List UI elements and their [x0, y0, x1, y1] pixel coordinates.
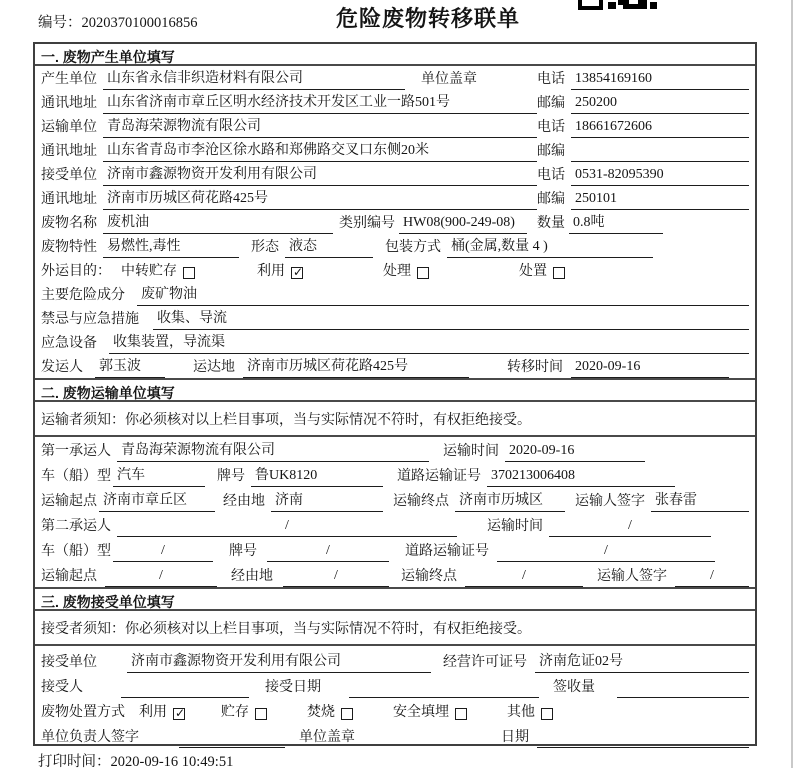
receiver-field: 济南市鑫源物资开发利用有限公司 [103, 165, 537, 186]
form-label: 形态 [251, 240, 279, 255]
section1-title: 一. 废物产生单位填写 [35, 44, 755, 66]
row-waste-character [35, 234, 755, 258]
addr1-label: 通讯地址 [41, 96, 97, 111]
row-receiver-address [35, 186, 755, 210]
phone3-field: 0531-82095390 [571, 165, 749, 186]
received-qty-label: 签收量 [553, 680, 595, 695]
zip1-field: 250200 [571, 93, 749, 114]
taboo-label: 禁忌与应急措施 [41, 312, 139, 327]
row-receiver [35, 162, 755, 186]
sign2-label: 运输人签字 [597, 569, 667, 584]
row-emergency-equipment [35, 330, 755, 354]
disposal-landfill-label: 安全填埋 [393, 705, 449, 720]
phone2-label: 电话 [537, 120, 565, 135]
via1-label: 经由地 [223, 494, 265, 509]
end2-label: 运输终点 [401, 569, 457, 584]
form-field: 液态 [285, 237, 373, 258]
row-producer-address [35, 90, 755, 114]
permit1-field: 370213006408 [487, 466, 675, 487]
category-field: HW08(900-249-08) [399, 213, 527, 234]
consignor-field: 郭玉波 [95, 357, 165, 378]
vehicle1-field: 汽车 [113, 466, 205, 487]
waste-name-field: 废机油 [103, 213, 333, 234]
row-transfer-purpose [35, 258, 755, 282]
permit2-label: 道路运输证号 [405, 544, 489, 559]
phone1-field: 13854169160 [571, 69, 749, 90]
time2-field: / [549, 516, 711, 537]
purpose-treat-checkbox [417, 267, 429, 279]
origin2-label: 运输起点 [41, 569, 97, 584]
acceptor-field [121, 697, 249, 698]
unit-seal-label: 单位盖章 [299, 730, 355, 745]
chief-sign-label: 单位负责人签字 [41, 730, 139, 745]
transporter-label: 运输单位 [41, 120, 97, 135]
carrier2-label: 第二承运人 [41, 519, 111, 534]
row-hazard-component [35, 282, 755, 306]
document-header [0, 0, 796, 42]
vehicle1-label: 车（船）型 [41, 469, 111, 484]
end1-field: 济南市历城区 [455, 491, 565, 512]
end2-field: / [465, 566, 583, 587]
print-time-label: 打印时间： [38, 754, 111, 768]
disposal-other-checkbox [541, 708, 553, 720]
vehicle2-label: 车（船）型 [41, 544, 111, 559]
character-label: 废物特性 [41, 240, 97, 255]
zip3-label: 邮编 [537, 192, 565, 207]
row-disposal-method [35, 698, 755, 723]
disposal-landfill-checkbox [455, 708, 467, 720]
page-edge-line [791, 0, 793, 768]
permit1-label: 道路运输证号 [397, 469, 481, 484]
seal-label: 单位盖章 [421, 72, 477, 87]
row-route2 [35, 562, 755, 587]
receiver-label: 接受单位 [41, 168, 97, 183]
addr3-label: 通讯地址 [41, 192, 97, 207]
row-accept-unit [35, 646, 755, 673]
print-time-value: 2020-09-16 10:49:51 [110, 754, 234, 768]
purpose-option-storage-label: 中转贮存 [121, 264, 177, 279]
carrier1-label: 第一承运人 [41, 444, 111, 459]
quantity-field: 0.8吨 [569, 213, 663, 234]
purpose-use-checkbox [291, 267, 303, 279]
transporter-notice: 运输者须知：你必须核对以上栏目事项，当与实际情况不符时，有权拒绝接受。 [35, 402, 755, 437]
disposal-store-checkbox [255, 708, 267, 720]
purpose-option-use-label: 利用 [257, 264, 285, 279]
addr2-field: 山东省青岛市李沧区徐水路和郑佛路交叉口东侧20米 [103, 141, 537, 162]
section-transporter [35, 378, 755, 587]
accept-unit-label: 接受单位 [41, 655, 97, 670]
disposal-label: 废物处置方式 [41, 705, 125, 720]
carrier2-field: / [117, 516, 457, 537]
sign2-field: / [675, 566, 749, 587]
chief-sign-field [179, 747, 285, 748]
license-label: 经营许可证号 [443, 655, 527, 670]
end1-label: 运输终点 [393, 494, 449, 509]
zip2-field [571, 161, 749, 162]
row-acceptor [35, 673, 755, 698]
consignor-label: 发运人 [41, 360, 83, 375]
section-producer [35, 44, 755, 378]
phone2-field: 18661672606 [571, 117, 749, 138]
sign1-field: 张春雷 [651, 491, 749, 512]
qr-code-fragment-icon [578, 0, 658, 11]
plate2-label: 牌号 [229, 544, 257, 559]
zip3-field: 250101 [571, 189, 749, 210]
date-field [537, 747, 749, 748]
print-time-line [38, 750, 233, 768]
purpose-option-dispose-label: 处置 [519, 264, 547, 279]
origin1-label: 运输起点 [41, 494, 97, 509]
category-label: 类别编号 [339, 216, 395, 231]
carrier1-field: 青岛海荣源物流有限公司 [117, 441, 429, 462]
row-route1 [35, 487, 755, 512]
permit2-field: / [497, 541, 715, 562]
row-consignor [35, 354, 755, 378]
producer-label: 产生单位 [41, 72, 97, 87]
row-transporter [35, 114, 755, 138]
license-field: 济南危证02号 [535, 652, 749, 673]
row-producer [35, 66, 755, 90]
packing-label: 包装方式 [385, 240, 441, 255]
accept-date-label: 接受日期 [265, 680, 321, 695]
section-receiver [35, 587, 755, 748]
row-chief-signature [35, 723, 755, 748]
row-vehicle2 [35, 537, 755, 562]
character-field: 易燃性,毒性 [103, 237, 239, 258]
waste-name-label: 废物名称 [41, 216, 97, 231]
time2-label: 运输时间 [487, 519, 543, 534]
purpose-storage-checkbox [183, 267, 195, 279]
destination-field: 济南市历城区荷花路425号 [243, 357, 469, 378]
disposal-store-label: 贮存 [221, 705, 249, 720]
accept-unit-field: 济南市鑫源物资开发利用有限公司 [127, 652, 431, 673]
disposal-use-checkbox [173, 708, 185, 720]
plate1-field: 鲁UK8120 [251, 466, 383, 487]
via1-field: 济南 [271, 491, 383, 512]
accept-date-field [349, 697, 539, 698]
row-first-carrier [35, 437, 755, 462]
destination-label: 运达地 [193, 360, 235, 375]
section3-title: 三. 废物接受单位填写 [35, 589, 755, 611]
via2-field: / [283, 566, 389, 587]
phone3-label: 电话 [537, 168, 565, 183]
serial-number-line [38, 11, 198, 32]
acceptor-label: 接受人 [41, 680, 83, 695]
phone1-label: 电话 [537, 72, 565, 87]
disposal-other-label: 其他 [507, 705, 535, 720]
row-taboo-measures [35, 306, 755, 330]
time1-field: 2020-09-16 [505, 441, 645, 462]
transporter-field: 青岛海荣源物流有限公司 [103, 117, 537, 138]
purpose-dispose-checkbox [553, 267, 565, 279]
zip1-label: 邮编 [537, 96, 565, 111]
addr3-field: 济南市历城区荷花路425号 [103, 189, 537, 210]
receiver-notice: 接受者须知：你必须核对以上栏目事项，当与实际情况不符时，有权拒绝接受。 [35, 611, 755, 646]
taboo-field: 收集、导流 [153, 309, 749, 330]
serial-number: 2020370100016856 [81, 15, 198, 31]
zip2-label: 邮编 [537, 144, 565, 159]
disposal-burn-checkbox [341, 708, 353, 720]
origin1-field: 济南市章丘区 [99, 491, 215, 512]
disposal-burn-label: 焚烧 [307, 705, 335, 720]
received-qty-field [617, 697, 749, 698]
addr2-label: 通讯地址 [41, 144, 97, 159]
origin2-field: / [105, 566, 217, 587]
hazard-field: 废矿物油 [137, 285, 749, 306]
packing-field: 桶(金属,数量 4 ) [447, 237, 653, 258]
sign1-label: 运输人签字 [575, 494, 645, 509]
row-waste-name [35, 210, 755, 234]
manifest-form [33, 42, 757, 746]
transfer-date-label: 转移时间 [507, 360, 563, 375]
equipment-label: 应急设备 [41, 336, 97, 351]
section2-title: 二. 废物运输单位填写 [35, 380, 755, 402]
row-transporter-address [35, 138, 755, 162]
page-title: 危险废物转移联单 [336, 6, 521, 31]
purpose-option-treat-label: 处理 [383, 264, 411, 279]
time1-label: 运输时间 [443, 444, 499, 459]
disposal-use-label: 利用 [139, 705, 167, 720]
purpose-label: 外运目的： [41, 264, 111, 279]
date-label: 日期 [501, 730, 529, 745]
vehicle2-field: / [113, 541, 213, 562]
producer-field: 山东省永信非织造材料有限公司 [103, 69, 405, 90]
equipment-field: 收集装置，导流渠 [109, 333, 749, 354]
plate2-field: / [267, 541, 389, 562]
quantity-label: 数量 [537, 216, 565, 231]
hazard-label: 主要危险成分 [41, 288, 125, 303]
serial-label: 编号： [38, 15, 82, 31]
addr1-field: 山东省济南市章丘区明水经济技术开发区工业一路501号 [103, 93, 537, 114]
plate1-label: 牌号 [217, 469, 245, 484]
row-vehicle1 [35, 462, 755, 487]
row-second-carrier [35, 512, 755, 537]
transfer-date-field: 2020-09-16 [571, 357, 729, 378]
via2-label: 经由地 [231, 569, 273, 584]
